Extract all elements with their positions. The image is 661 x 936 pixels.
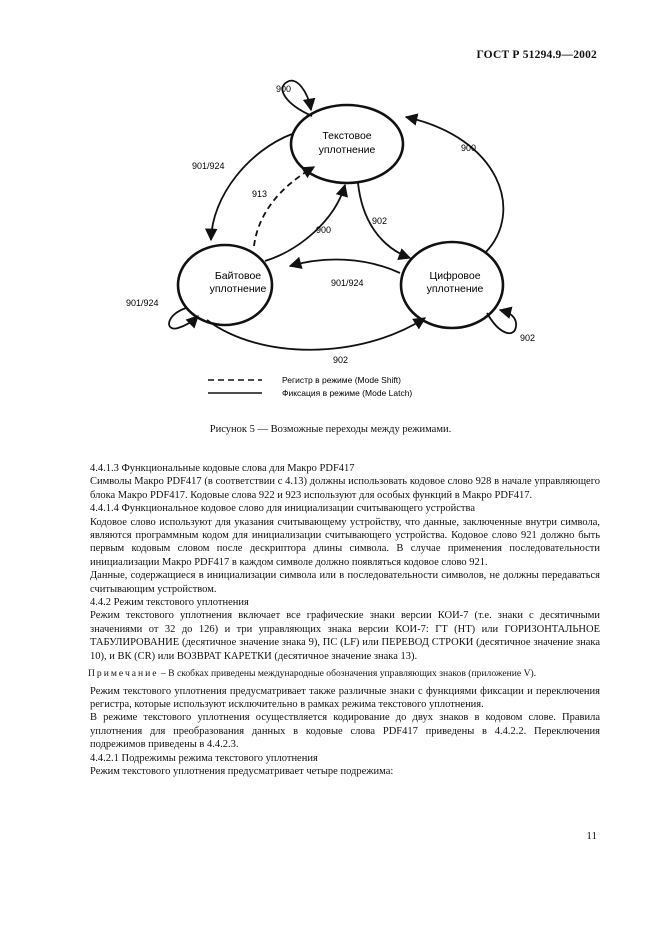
note	[88, 667, 600, 680]
paragraph: Режим текстового уплотнения предусматривает также различные знаки с функциями фиксации и переключения регистра, которые используют исключительно в рамках режима текстового уплотнения.	[90, 685, 600, 710]
heading-4-4-1-4: 4.4.1.4 Функциональное кодовое слово для инициализации считывающего устройства	[90, 503, 475, 515]
paragraph: Режим текстового уплотнения включает все графические знаки версии КОИ-7 (т.е. знаки с десятичными значениями от 32 до 126) и три управляющих знака версии КОИ-7: ГТ (HT) или ГОРИЗОНТАЛЬНОЕ ТАБУЛИРОВАНИЕ (десятичное значение знака 9), ПС (LF) или ПЕРЕВОД СТРОКИ (десятичное значение знака 10), и ВК (CR) или ВОЗВРАТ КАРЕТКИ (десятичное значение знака 13).	[90, 610, 600, 662]
edge-label-byte-to-text-shift: 913	[252, 189, 268, 199]
edge-label-byte-to-text: 900	[316, 225, 332, 235]
heading-4-4-2-1: 4.4.2.1 Подрежимы режима текстового уплотнения	[90, 752, 318, 764]
legend-latch-label: Фиксация в режиме (Mode Latch)	[282, 388, 413, 398]
text-mode-label-1: Текстовое	[322, 130, 372, 142]
edge-label-text-to-byte: 901/924	[192, 161, 225, 171]
figure-caption: Рисунок 5 — Возможные переходы между режимами.	[209, 424, 452, 435]
numeric-mode-label-2: уплотнение	[426, 283, 484, 295]
edge-label-numeric-to-byte: 901/924	[331, 278, 364, 288]
byte-mode-label-2: уплотнение	[209, 283, 267, 295]
edge-numeric-to-byte	[290, 260, 400, 273]
mode-transition-diagram	[0, 0, 661, 420]
heading-4-4-1-3: 4.4.1.3 Функциональные кодовые слова для Макро PDF417	[90, 463, 355, 474]
edge-label-byte-self: 901/924	[126, 298, 159, 308]
edge-byte-to-text-shift	[254, 167, 314, 246]
body-text	[88, 462, 600, 778]
text-mode-label-2: уплотнение	[318, 144, 376, 156]
document-header: ГОСТ Р 51294.9—2002	[476, 49, 597, 61]
note-prefix: Примечание	[88, 668, 159, 680]
heading-4-4-2: 4.4.2 Режим текстового уплотнения	[90, 597, 249, 609]
byte-mode-label-1: Байтовое	[214, 270, 262, 282]
note-text: – В скобках приведены международные обозначения управляющих знаков (приложение V).	[158, 668, 537, 680]
numeric-mode-label-1: Цифровое	[429, 270, 481, 282]
paragraph: Кодовое слово используют для указания считывающему устройству, что данные, заключенные внутри символа, являются программным кодом для инициализации считывающего устройства. Кодовое слово 921 должно быть первым кодовым словом после дескриптора длины символа. В случае применения последовательности инициализации Макро PDF417 в каждом символе должно появляться кодовое слово 921.	[90, 516, 600, 568]
edge-label-byte-to-numeric: 902	[333, 355, 349, 365]
edge-label-numeric-to-text: 900	[461, 143, 477, 153]
legend-shift-label: Регистр в режиме (Mode Shift)	[282, 375, 401, 385]
edge-label-text-to-numeric: 902	[372, 216, 388, 226]
page-number: 11	[586, 830, 597, 842]
paragraph: В режиме текстового уплотнения осуществляется кодирование до двух знаков в кодовом слове. Правила уплотнения для преобразования данных в кодовые слова PDF417 приведены в 4.4.2.2. Переключения подрежимов приведены в 4.4.2.3.	[90, 712, 600, 751]
edge-label-text-self: 900	[276, 84, 292, 94]
edge-text-to-byte	[211, 134, 292, 240]
paragraph: Режим текстового уплотнения предусматривает четыре подрежима:	[90, 765, 394, 777]
paragraph: Символы Макро PDF417 (в соответствии с 4.13) должны использовать кодовое слово 928 в начале управляющего блока Макро PDF417. Кодовые слова 922 и 923 используют для особых функций в Макро PDF417.	[90, 476, 600, 501]
edge-numeric-to-text	[406, 117, 503, 253]
paragraph: Данные, содержащиеся в инициализации символа или в последовательности символов, не должны передаваться считывающим устройством.	[90, 570, 600, 595]
edge-label-numeric-self: 902	[520, 333, 536, 343]
